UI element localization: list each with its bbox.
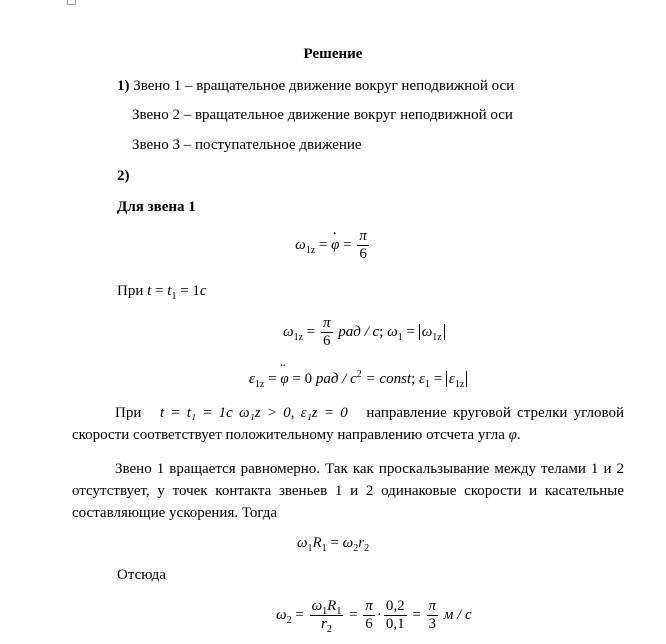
paragraph-direction: При t = t₁ = 1c ω₁z > 0, ε₁z = 0 направление круговой стрелки угловой скорости соответствует положительному направлению отсчета угла φ. (72, 405, 625, 443)
item1-line1 (117, 77, 514, 95)
hence-label: Отсюда (117, 567, 166, 583)
item1-number: 1) (117, 78, 130, 94)
item1-text1: Звено 1 – вращательное движение вокруг неподвижной оси (133, 78, 515, 94)
equation-omega-value: $\omega_{1z}$ = $\frac{\pi}{6}$ рад / с; $\omega_1 = \omega_{1z}$ (283, 315, 445, 350)
link1-subheading: Для звена 1 (117, 199, 196, 215)
page-corner-mark (67, 0, 76, 5)
item2-number: 2) (117, 168, 130, 184)
solution-heading: Решение (303, 46, 363, 62)
item1-line2: Звено 2 – вращательное движение вокруг неподвижной оси (132, 107, 513, 123)
item1-line3: Звено 3 – поступательное движение (132, 137, 362, 153)
equation-omega1z: $\omega_{1z}$ = · φ = $\frac{\pi}{6}$ (0, 228, 666, 263)
equation-epsilon: $\varepsilon_{1z}$ = ¨ φ = 0 рад / $с^2$ = const; $\varepsilon_1 = \varepsilon_{1z}$ (249, 370, 467, 388)
paragraph-uniform-rotation: Звено 1 вращается равномерно. Так как проскальзывание между телами 1 и 2 отсутствует, у точек контакта звеньев 1 и 2 одинаковые скорости и касательные составляющие ускорения. Тогда (72, 461, 624, 521)
time-condition: При $t = t_1 = 1c$ (117, 283, 207, 302)
equation-contact-velocity: $\omega_1R_1 = \omega_2r_2$ (296, 535, 370, 554)
equation-omega2: $\omega_2$ = $\frac{\omega_1R_1}{r_2}$ = $\frac{\pi}{6}$ · $\frac{0,2}{0,1}$ = $\frac{\pi}{3}$ м / с (276, 598, 472, 635)
